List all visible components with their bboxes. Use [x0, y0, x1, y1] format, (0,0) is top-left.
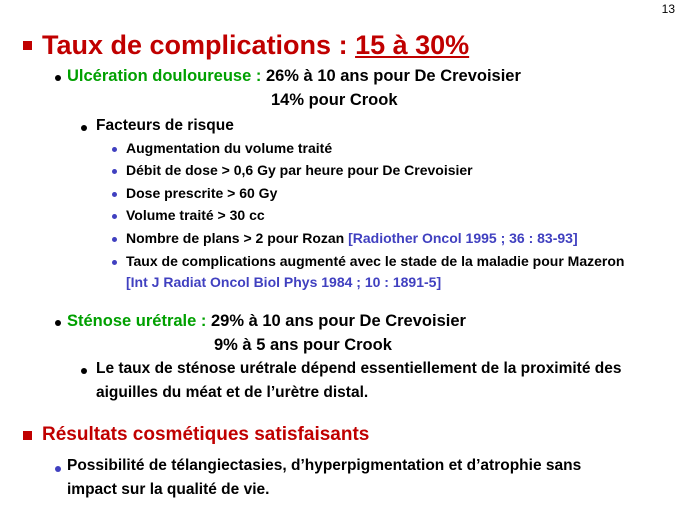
risk-bullet	[81, 125, 87, 131]
stenose-bullet	[55, 320, 61, 326]
risk-factor-bullet	[112, 147, 117, 152]
stenose-row	[67, 312, 466, 331]
plans-reference: [Radiother Oncol 1995 ; 36 : 83-93]	[348, 230, 578, 246]
risk-factor-bullet	[112, 192, 117, 197]
title-highlight: 15 à 30%	[355, 30, 470, 60]
risk-factor: Augmentation du volume traité	[126, 140, 333, 156]
ulceration-label: Ulcération douloureuse :	[67, 67, 266, 85]
risk-factor: Dose prescrite > 60 Gy	[126, 185, 278, 201]
risk-factor-bullet	[112, 260, 117, 265]
stenose-line1: 29% à 10 ans pour De Crevoisier	[210, 312, 466, 330]
ulceration-line2: 14% pour Crook	[271, 91, 398, 109]
title-bullet	[23, 41, 32, 50]
title-prefix: Taux de complications :	[42, 30, 356, 60]
stenose-label: Sténose urétrale :	[67, 312, 211, 330]
risk-factor-stage: Taux de complications augmenté avec le stade de la maladie pour Mazeron	[126, 253, 625, 269]
ulceration-line1: 26% à 10 ans pour De Crevoisier	[265, 67, 521, 85]
ulceration-row	[67, 67, 521, 86]
cosmetic-line2: impact sur la qualité de vie.	[67, 481, 270, 498]
risk-title: Facteurs de risque	[96, 117, 234, 134]
stenose-note-bullet	[81, 368, 87, 374]
cosmetic-bullet	[23, 431, 32, 440]
page-number: 13	[661, 2, 675, 16]
risk-factor: Débit de dose > 0,6 Gy par heure pour De Crevoisier	[126, 162, 473, 178]
plans-text: Nombre de plans > 2 pour Rozan	[126, 230, 349, 246]
stage-reference: [Int J Radiat Oncol Biol Phys 1984 ; 10 : 1891-5]	[126, 274, 442, 290]
risk-factor: Volume traité > 30 cc	[126, 207, 265, 223]
cosmetic-line1: Possibilité de télangiectasies, d’hyperpigmentation et d’atrophie sans	[67, 457, 582, 474]
ulceration-bullet	[55, 75, 61, 81]
risk-factor-plans	[126, 230, 578, 246]
slide-title	[42, 30, 469, 61]
stenose-line2: 9% à 5 ans pour Crook	[214, 336, 392, 354]
stenose-note-line2: aiguilles du méat et de l’urètre distal.	[96, 384, 369, 401]
risk-factor-bullet	[112, 214, 117, 219]
stenose-note-line1: Le taux de sténose urétrale dépend essentiellement de la proximité des	[96, 360, 622, 377]
cosmetic-title: Résultats cosmétiques satisfaisants	[42, 424, 370, 445]
risk-factor-bullet	[112, 169, 117, 174]
risk-factor-bullet	[112, 237, 117, 242]
cosmetic-detail-bullet	[55, 466, 61, 472]
